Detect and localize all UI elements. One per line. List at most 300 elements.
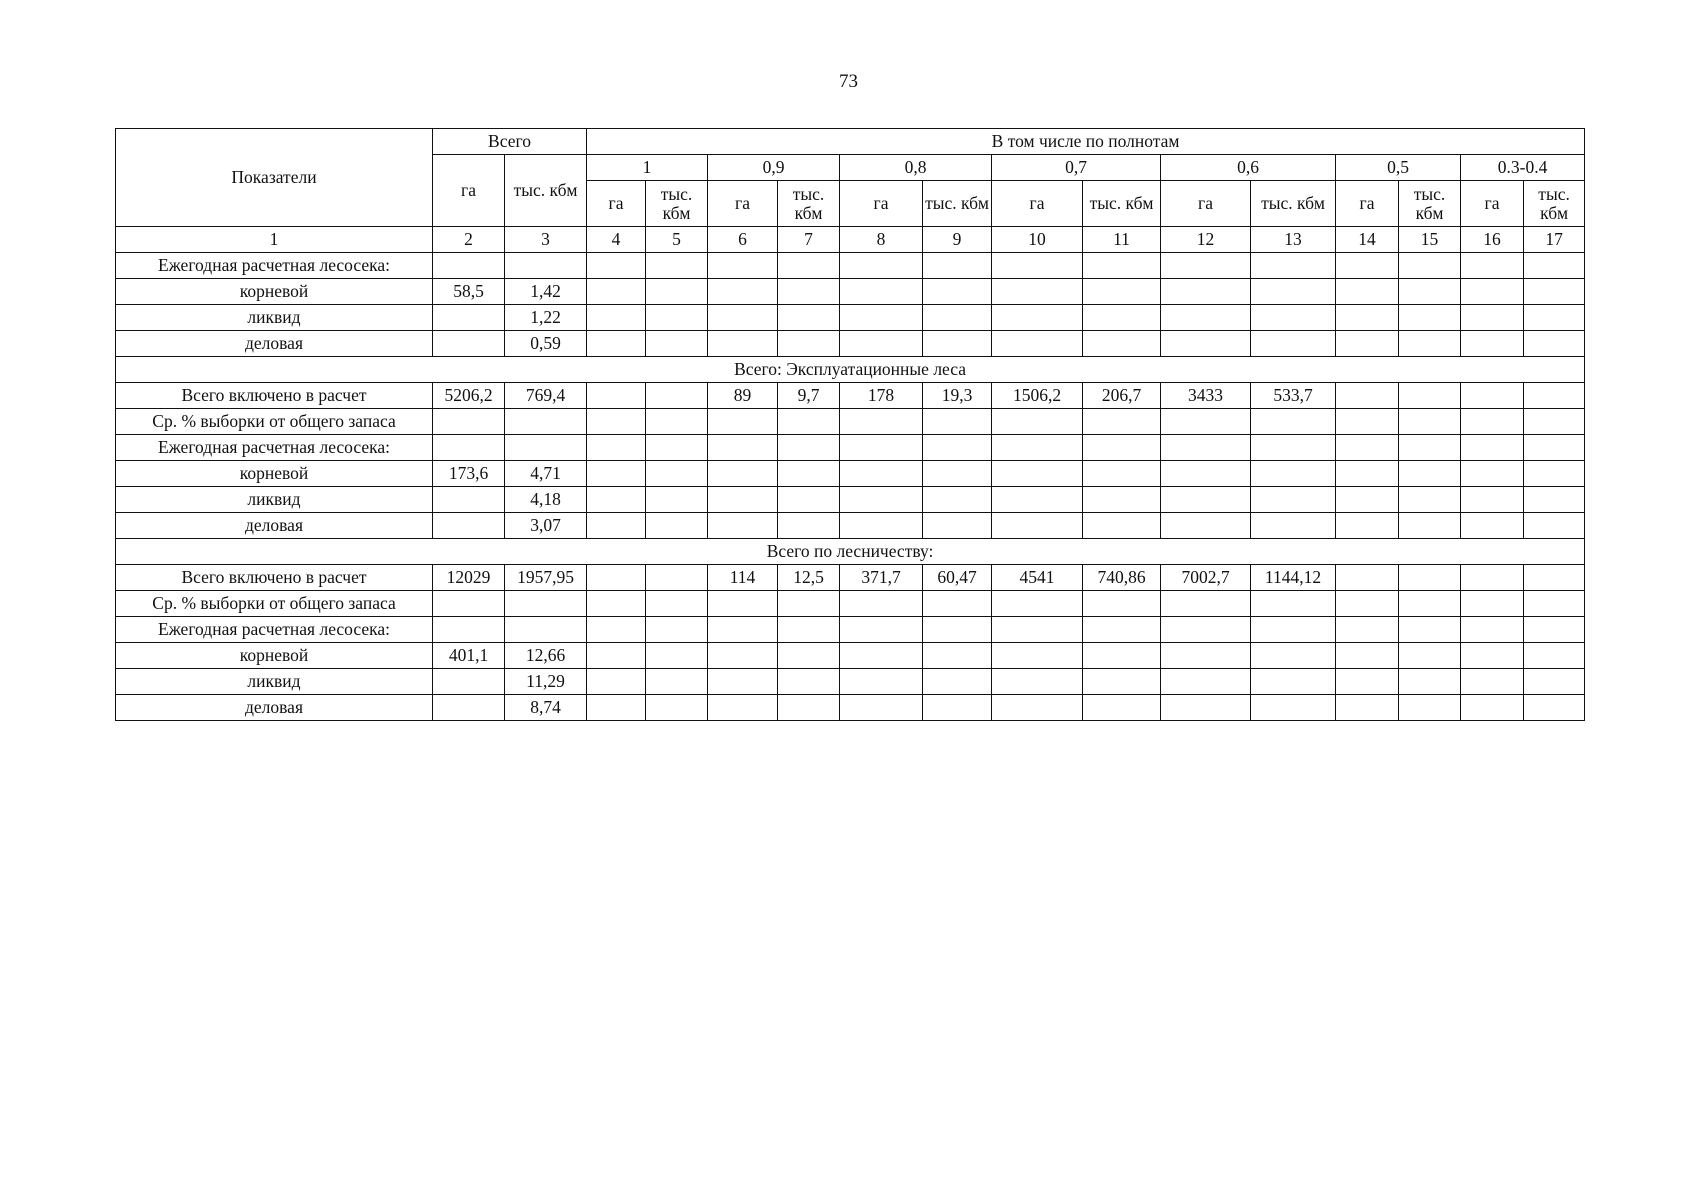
- table-cell: [433, 305, 505, 331]
- table-cell: 89: [708, 383, 778, 409]
- table-cell: [1161, 279, 1251, 305]
- table-cell: 7002,7: [1161, 565, 1251, 591]
- table-cell: 178: [840, 383, 923, 409]
- table-cell: [646, 279, 708, 305]
- table-cell: [1461, 279, 1524, 305]
- table-cell: 60,47: [923, 565, 992, 591]
- table-cell: [1336, 643, 1399, 669]
- column-number: 5: [646, 227, 708, 253]
- table-cell: 769,4: [505, 383, 587, 409]
- table-cell: [433, 591, 505, 617]
- table-row: [116, 565, 1585, 591]
- table-cell: 533,7: [1251, 383, 1336, 409]
- table-cell: [840, 409, 923, 435]
- table-cell: [778, 253, 840, 279]
- table-cell: [840, 669, 923, 695]
- table-cell: [1399, 331, 1461, 357]
- table-cell: [1524, 695, 1585, 721]
- table-cell: [433, 331, 505, 357]
- table-cell: 401,1: [433, 643, 505, 669]
- table-cell: 1957,95: [505, 565, 587, 591]
- column-number: 8: [840, 227, 923, 253]
- row-label: ликвид: [116, 669, 433, 695]
- table-cell: [1083, 279, 1161, 305]
- table-cell: [505, 617, 587, 643]
- table-cell: [1336, 513, 1399, 539]
- table-cell: 1506,2: [992, 383, 1083, 409]
- section-row: [116, 357, 1585, 383]
- table-cell: [646, 695, 708, 721]
- table-cell: [1336, 695, 1399, 721]
- row-label: Ежегодная расчетная лесосека:: [116, 253, 433, 279]
- table-cell: [646, 565, 708, 591]
- table-cell: 371,7: [840, 565, 923, 591]
- table-cell: [1083, 695, 1161, 721]
- table-cell: [1524, 513, 1585, 539]
- table-row: [116, 617, 1585, 643]
- table-row: [116, 591, 1585, 617]
- table-cell: [587, 409, 646, 435]
- table-cell: [778, 643, 840, 669]
- table-cell: [1161, 643, 1251, 669]
- section-title: Всего: Эксплуатационные леса: [116, 357, 1585, 383]
- table-cell: [840, 305, 923, 331]
- table-cell: [1524, 279, 1585, 305]
- column-number: 12: [1161, 227, 1251, 253]
- table-cell: [587, 669, 646, 695]
- row-label: деловая: [116, 513, 433, 539]
- table-cell: [708, 461, 778, 487]
- table-cell: [708, 435, 778, 461]
- header-unit-kbm: тыс. кбм: [778, 181, 840, 227]
- row-label: ликвид: [116, 305, 433, 331]
- table-cell: 11,29: [505, 669, 587, 695]
- table-cell: [1083, 643, 1161, 669]
- table-cell: [587, 435, 646, 461]
- table-cell: [840, 331, 923, 357]
- table-cell: 206,7: [1083, 383, 1161, 409]
- table-cell: [1251, 669, 1336, 695]
- table-cell: 12029: [433, 565, 505, 591]
- table-cell: [1083, 435, 1161, 461]
- column-number: 10: [992, 227, 1083, 253]
- column-number: 11: [1083, 227, 1161, 253]
- table-cell: [1083, 513, 1161, 539]
- table-cell: [646, 383, 708, 409]
- table-cell: [1399, 513, 1461, 539]
- table-cell: [1524, 565, 1585, 591]
- table-cell: [1461, 565, 1524, 591]
- row-label: Всего включено в расчет: [116, 383, 433, 409]
- header-density: 0,9: [708, 155, 840, 181]
- table-cell: 19,3: [923, 383, 992, 409]
- table-cell: [1524, 409, 1585, 435]
- table-cell: [587, 487, 646, 513]
- header-indicators: Показатели: [116, 129, 433, 227]
- table-cell: [646, 409, 708, 435]
- table-cell: [1251, 461, 1336, 487]
- table-cell: [587, 565, 646, 591]
- table-cell: [1524, 331, 1585, 357]
- table-row: [116, 409, 1585, 435]
- table-cell: [587, 695, 646, 721]
- table-cell: [1524, 435, 1585, 461]
- table-cell: 4541: [992, 565, 1083, 591]
- table-cell: [1251, 409, 1336, 435]
- table-cell: [992, 409, 1083, 435]
- table-cell: [840, 487, 923, 513]
- table-cell: [1399, 565, 1461, 591]
- table-cell: [923, 279, 992, 305]
- table-cell: [646, 253, 708, 279]
- table-cell: [840, 513, 923, 539]
- header-total-ha: га: [433, 155, 505, 227]
- table-cell: [646, 513, 708, 539]
- table-cell: 114: [708, 565, 778, 591]
- table-cell: [1251, 305, 1336, 331]
- header-total: Всего: [433, 129, 587, 155]
- table-cell: [923, 513, 992, 539]
- header-density: 0,5: [1336, 155, 1461, 181]
- table-cell: [1399, 669, 1461, 695]
- row-label: Ежегодная расчетная лесосека:: [116, 617, 433, 643]
- table-cell: [778, 279, 840, 305]
- table-cell: [1336, 279, 1399, 305]
- table-cell: [923, 695, 992, 721]
- table-cell: [1461, 409, 1524, 435]
- table-cell: [1161, 305, 1251, 331]
- table-cell: [646, 643, 708, 669]
- table-cell: [778, 669, 840, 695]
- table-cell: [1461, 617, 1524, 643]
- table-cell: [923, 409, 992, 435]
- header-unit-ha: га: [1161, 181, 1251, 227]
- table-cell: [778, 435, 840, 461]
- table-cell: [992, 461, 1083, 487]
- table-cell: [433, 487, 505, 513]
- allowable-cut-table: [115, 128, 1585, 721]
- table-cell: [1251, 487, 1336, 513]
- table-cell: 8,74: [505, 695, 587, 721]
- table-cell: [433, 695, 505, 721]
- table-cell: [1161, 487, 1251, 513]
- table-row: [116, 305, 1585, 331]
- table-cell: 5206,2: [433, 383, 505, 409]
- table-cell: 1,22: [505, 305, 587, 331]
- table-cell: [1083, 409, 1161, 435]
- header-density: 0,7: [992, 155, 1161, 181]
- table-cell: [646, 435, 708, 461]
- table-cell: [587, 279, 646, 305]
- header-density: 0,6: [1161, 155, 1336, 181]
- table-cell: [708, 643, 778, 669]
- header-unit-kbm: тыс. кбм: [646, 181, 708, 227]
- table-cell: [778, 695, 840, 721]
- table-cell: [1399, 383, 1461, 409]
- column-number: 14: [1336, 227, 1399, 253]
- table-cell: [1161, 591, 1251, 617]
- table-cell: [1336, 253, 1399, 279]
- table-row: [116, 513, 1585, 539]
- header-unit-ha: га: [1336, 181, 1399, 227]
- column-number-row: [116, 227, 1585, 253]
- section-row: [116, 539, 1585, 565]
- table-cell: [1251, 617, 1336, 643]
- table-cell: [778, 617, 840, 643]
- row-label: корневой: [116, 643, 433, 669]
- table-cell: [1251, 591, 1336, 617]
- table-cell: [840, 695, 923, 721]
- table-cell: [708, 331, 778, 357]
- table-cell: [992, 435, 1083, 461]
- table-cell: [433, 513, 505, 539]
- table-cell: [1461, 461, 1524, 487]
- table-cell: [646, 591, 708, 617]
- table-cell: [587, 513, 646, 539]
- table-cell: [992, 695, 1083, 721]
- header-unit-ha: га: [992, 181, 1083, 227]
- table-cell: 3,07: [505, 513, 587, 539]
- table-cell: 0,59: [505, 331, 587, 357]
- table-cell: [923, 669, 992, 695]
- table-cell: 173,6: [433, 461, 505, 487]
- table-cell: [923, 617, 992, 643]
- row-label: Ср. % выборки от общего запаса: [116, 591, 433, 617]
- table-cell: [923, 487, 992, 513]
- table-cell: [1083, 617, 1161, 643]
- table-cell: [1461, 643, 1524, 669]
- table-cell: [646, 331, 708, 357]
- table-cell: [992, 279, 1083, 305]
- table-cell: [992, 591, 1083, 617]
- table-cell: [587, 305, 646, 331]
- table-cell: [840, 279, 923, 305]
- table-cell: [840, 591, 923, 617]
- table-cell: [923, 643, 992, 669]
- table-cell: [1399, 591, 1461, 617]
- column-number: 2: [433, 227, 505, 253]
- table-cell: [1161, 253, 1251, 279]
- table-cell: [1524, 617, 1585, 643]
- table-cell: [1399, 695, 1461, 721]
- table-cell: [1399, 643, 1461, 669]
- table-cell: [1461, 695, 1524, 721]
- table-cell: [1399, 409, 1461, 435]
- table-cell: 12,66: [505, 643, 587, 669]
- table-cell: [1083, 461, 1161, 487]
- table-cell: [840, 643, 923, 669]
- table-cell: [505, 591, 587, 617]
- table-cell: [708, 279, 778, 305]
- table-cell: [505, 253, 587, 279]
- table-cell: [646, 487, 708, 513]
- table-cell: [1336, 331, 1399, 357]
- table-cell: [1524, 253, 1585, 279]
- table-cell: [646, 669, 708, 695]
- column-number: 6: [708, 227, 778, 253]
- table-cell: [1399, 279, 1461, 305]
- table-cell: [840, 617, 923, 643]
- table-cell: [1161, 617, 1251, 643]
- table-cell: [1524, 305, 1585, 331]
- table-cell: [433, 253, 505, 279]
- table-cell: [1161, 435, 1251, 461]
- table-cell: [587, 253, 646, 279]
- header-by-density: В том числе по полнотам: [587, 129, 1585, 155]
- table-cell: 1,42: [505, 279, 587, 305]
- table-cell: [778, 487, 840, 513]
- table-cell: [778, 331, 840, 357]
- table-row: [116, 331, 1585, 357]
- table-cell: [1251, 695, 1336, 721]
- table-cell: [1399, 305, 1461, 331]
- column-number: 4: [587, 227, 646, 253]
- table-cell: [1083, 305, 1161, 331]
- table-cell: [992, 487, 1083, 513]
- header-unit-kbm: тыс. кбм: [1399, 181, 1461, 227]
- table-cell: [1083, 487, 1161, 513]
- table-cell: [778, 591, 840, 617]
- column-number: 15: [1399, 227, 1461, 253]
- column-number: 1: [116, 227, 433, 253]
- table-cell: [1336, 435, 1399, 461]
- table-cell: [840, 253, 923, 279]
- table-cell: [505, 409, 587, 435]
- table-cell: [1461, 487, 1524, 513]
- table-cell: [778, 513, 840, 539]
- table-cell: [1083, 669, 1161, 695]
- row-label: ликвид: [116, 487, 433, 513]
- table-cell: [923, 591, 992, 617]
- header-density: 0,8: [840, 155, 992, 181]
- table-cell: [923, 253, 992, 279]
- table-cell: [1461, 513, 1524, 539]
- table-cell: [1336, 617, 1399, 643]
- table-cell: [1524, 383, 1585, 409]
- header-unit-kbm: тыс. кбм: [1083, 181, 1161, 227]
- table-cell: [1336, 591, 1399, 617]
- table-cell: [1083, 331, 1161, 357]
- table-cell: [1161, 331, 1251, 357]
- table-row: [116, 435, 1585, 461]
- table-cell: [1251, 513, 1336, 539]
- header-unit-ha: га: [708, 181, 778, 227]
- table-cell: [923, 461, 992, 487]
- row-label: деловая: [116, 695, 433, 721]
- column-number: 7: [778, 227, 840, 253]
- table-cell: 4,71: [505, 461, 587, 487]
- table-cell: [992, 331, 1083, 357]
- header-total-kbm: тыс. кбм: [505, 155, 587, 227]
- table-cell: [1461, 591, 1524, 617]
- table-row: [116, 253, 1585, 279]
- table-cell: [1336, 565, 1399, 591]
- table-cell: [1524, 591, 1585, 617]
- column-number: 3: [505, 227, 587, 253]
- page-number: 73: [839, 71, 858, 92]
- table-cell: [433, 409, 505, 435]
- table-cell: [1336, 383, 1399, 409]
- row-label: Всего включено в расчет: [116, 565, 433, 591]
- table-cell: [1161, 669, 1251, 695]
- table-cell: [433, 617, 505, 643]
- table-cell: [646, 305, 708, 331]
- table-cell: [992, 253, 1083, 279]
- table-cell: [992, 305, 1083, 331]
- table-row: [116, 383, 1585, 409]
- table-cell: [840, 435, 923, 461]
- table-cell: [646, 461, 708, 487]
- column-number: 17: [1524, 227, 1585, 253]
- table-cell: [1461, 305, 1524, 331]
- table-cell: [778, 409, 840, 435]
- table-cell: [1161, 513, 1251, 539]
- table-cell: [1399, 617, 1461, 643]
- table-cell: [923, 305, 992, 331]
- table-cell: [708, 513, 778, 539]
- table-row: [116, 643, 1585, 669]
- table-cell: 9,7: [778, 383, 840, 409]
- table-cell: [708, 253, 778, 279]
- table-cell: [1161, 461, 1251, 487]
- table-cell: 740,86: [1083, 565, 1161, 591]
- table-cell: [1524, 461, 1585, 487]
- table-cell: [587, 461, 646, 487]
- table-cell: [587, 643, 646, 669]
- table-cell: [778, 461, 840, 487]
- table-cell: [1524, 643, 1585, 669]
- header-unit-ha: га: [587, 181, 646, 227]
- header-density: 1: [587, 155, 708, 181]
- row-label: Ср. % выборки от общего запаса: [116, 409, 433, 435]
- table-cell: [1399, 461, 1461, 487]
- table-cell: [587, 331, 646, 357]
- header-unit-kbm: тыс. кбм: [1524, 181, 1585, 227]
- table-cell: [1461, 331, 1524, 357]
- header-unit-ha: га: [1461, 181, 1524, 227]
- row-label: корневой: [116, 279, 433, 305]
- table-cell: [923, 435, 992, 461]
- table-row: [116, 669, 1585, 695]
- table-cell: [1461, 383, 1524, 409]
- column-number: 9: [923, 227, 992, 253]
- table-cell: [1336, 487, 1399, 513]
- table-row: [116, 695, 1585, 721]
- table-cell: 1144,12: [1251, 565, 1336, 591]
- table-cell: [587, 591, 646, 617]
- table-cell: 4,18: [505, 487, 587, 513]
- table-cell: [1461, 435, 1524, 461]
- table-cell: 58,5: [433, 279, 505, 305]
- table-cell: [1161, 695, 1251, 721]
- table-cell: [778, 305, 840, 331]
- table-cell: [1399, 487, 1461, 513]
- header-unit-kbm: тыс. кбм: [1251, 181, 1336, 227]
- table-cell: [1251, 331, 1336, 357]
- table-cell: [433, 669, 505, 695]
- table-cell: [1336, 305, 1399, 331]
- table-cell: [992, 617, 1083, 643]
- table-cell: [923, 331, 992, 357]
- header-unit-ha: га: [840, 181, 923, 227]
- table-cell: [708, 617, 778, 643]
- table-cell: [1336, 409, 1399, 435]
- row-label: деловая: [116, 331, 433, 357]
- table-cell: [708, 487, 778, 513]
- header-unit-kbm: тыс. кбм: [923, 181, 992, 227]
- table-row: [116, 461, 1585, 487]
- table-cell: [1461, 253, 1524, 279]
